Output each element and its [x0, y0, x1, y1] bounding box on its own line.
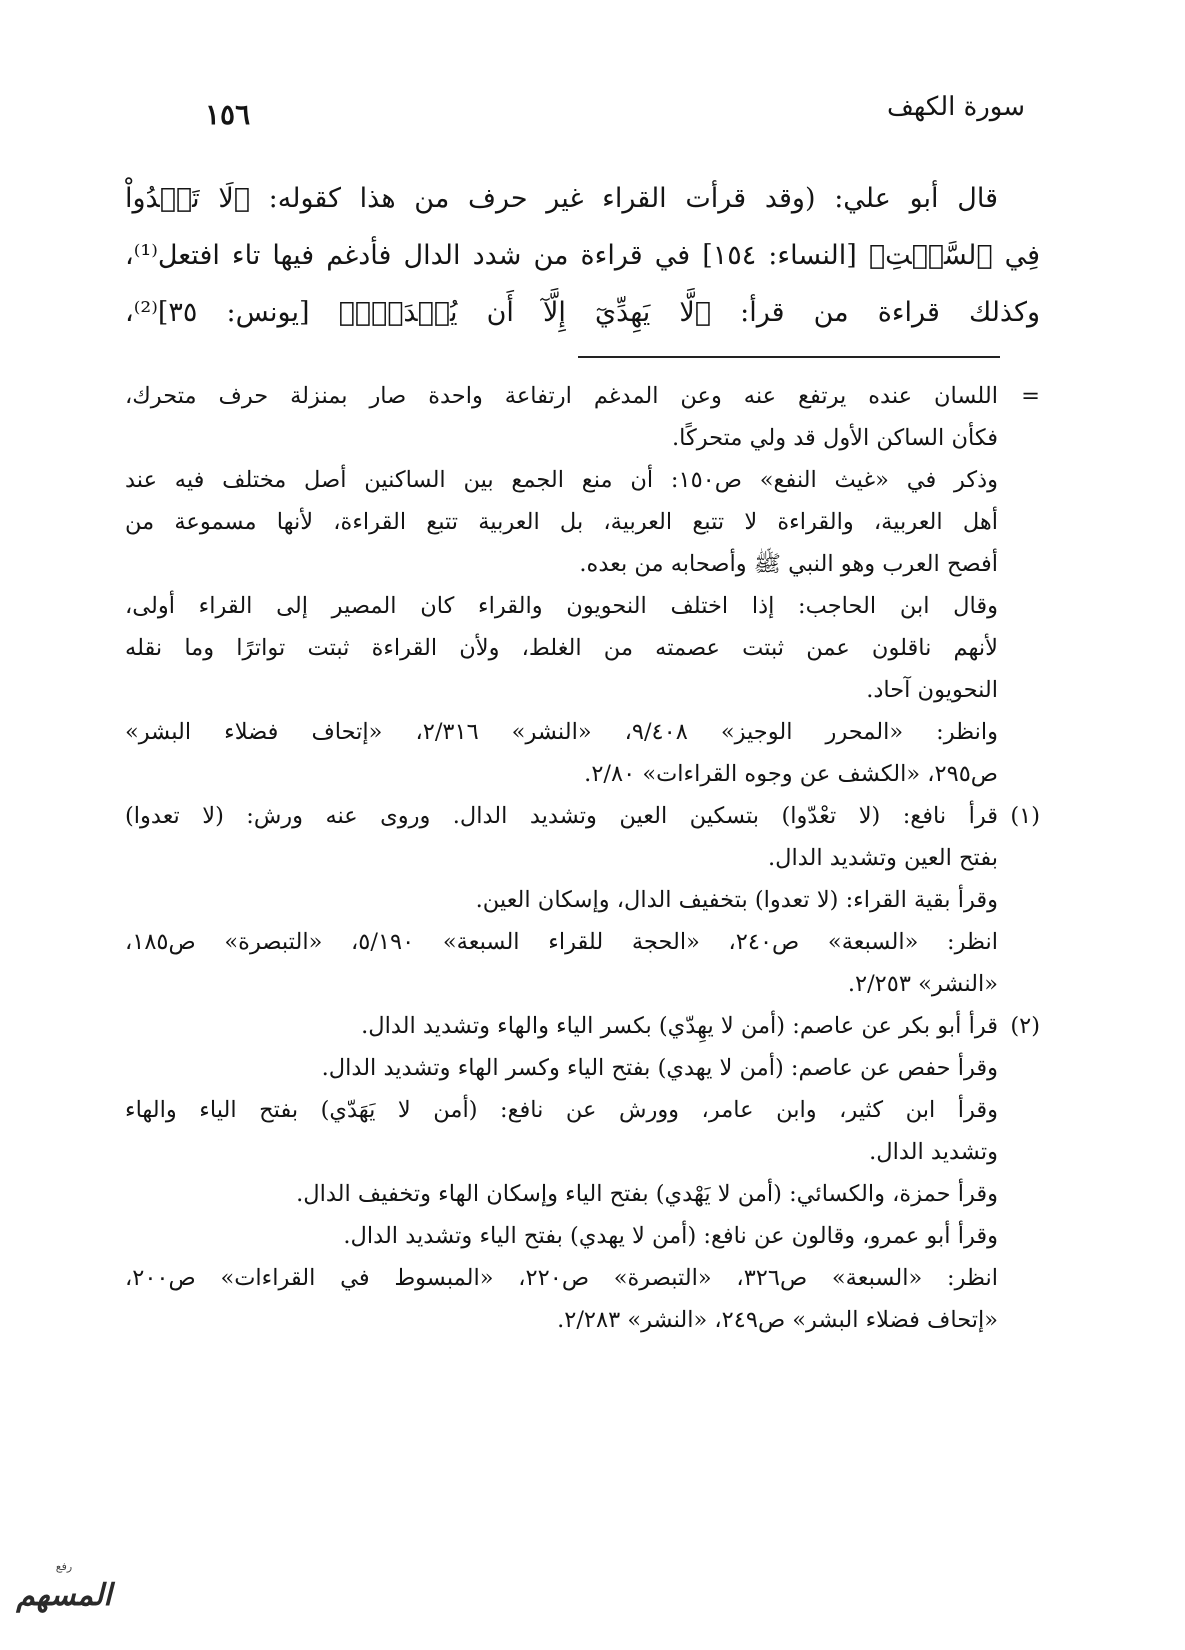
footnote-line [125, 417, 1040, 459]
footnote-text: انظر: «السبعة» ص٣٢٦، «التبصرة» ص٢٢٠، «المبسوط في القراءات» ص٢٠٠، [125, 1265, 999, 1291]
footnotes [125, 375, 1040, 1341]
main-text-line: وكذلك قراءة من قرأ: ﴿لَّا يَهِدِّيٓ إِلَّآ أَن يُهۡدَىٰۚ﴾ [يونس: ٣٥]⁽²⁾، [125, 297, 1040, 328]
footnote-line [125, 1047, 1040, 1089]
footnote-text: وقال ابن الحاجب: إذا اختلف النحويون والقراء كان المصير إلى القراء أولى، [125, 593, 998, 619]
footnote-text: وتشديد الدال. [869, 1139, 998, 1165]
footnote-text: اللسان عنده يرتفع عنه وعن المدغم ارتفاعة واحدة صار بمنزلة حرف متحرك، [125, 383, 998, 409]
footnote-text: ص٢٩٥، «الكشف عن وجوه القراءات» ٢/٨٠. [584, 761, 998, 787]
footnote-line [125, 669, 1040, 711]
footnote-line [125, 627, 1040, 669]
footnote-text: لأنهم ناقلون عمن ثبتت عصمته من الغلط، ولأن القراءة ثبتت تواترًا وما نقله [125, 635, 998, 661]
footnote-text: وقرأ بقية القراء: (لا تعدوا) بتخفيف الدال، وإسكان العين. [475, 887, 998, 913]
logo-small-text: رفع [55, 1560, 73, 1573]
footnote-text: وقرأ حمزة، والكسائي: (أمن لا يَهْدي) بفتح الياء وإسكان الهاء وتخفيف الدال. [296, 1181, 998, 1207]
footnote-marker: = [1021, 383, 1040, 409]
footnote-marker: (٢) [1010, 1013, 1040, 1039]
footnote-line [125, 837, 1040, 879]
footnote-text: قرأ نافع: (لا تعْدّوا) بتسكين العين وتشديد الدال. وروى عنه ورش: (لا تعدوا) [125, 803, 998, 829]
footnote-line [125, 963, 1040, 1005]
footnote-text: انظر: «السبعة» ص٢٤٠، «الحجة للقراء السبعة» ٥/١٩٠، «التبصرة» ص١٨٥، [125, 929, 998, 955]
footnote-line [125, 1131, 1040, 1173]
footnote-line [125, 543, 1040, 585]
footnote-line [125, 711, 1040, 753]
footnote-text: بفتح العين وتشديد الدال. [767, 845, 998, 871]
footnote-line [125, 1215, 1040, 1257]
footnote-line [125, 753, 1040, 795]
footnote-line [125, 585, 1040, 627]
footnote-line [125, 1005, 1040, 1047]
footnote-text: وذكر في «غيث النفع» ص١٥٠: أن منع الجمع بين الساكنين أصل مختلف فيه عند [125, 467, 999, 493]
footnote-text: وانظر: «المحرر الوجيز» ٩/٤٠٨، «النشر» ٢/٣١٦، «إتحاف فضلاء البشر» [125, 719, 999, 745]
main-text [125, 170, 1040, 341]
footnote-line [125, 795, 1040, 837]
footnote-line [125, 1257, 1040, 1299]
footnote-text: وقرأ ابن كثير، وابن عامر، وورش عن نافع: (أمن لا يَهَدّي) بفتح الياء والهاء [125, 1097, 998, 1123]
footnote-separator [578, 356, 1000, 358]
footnote-line [125, 1173, 1040, 1215]
footnote-text: أهل العربية، والقراءة لا تتبع العربية، بل العربية تتبع القراءة، لأنها مسموعة من [125, 509, 998, 535]
footnote-line [125, 879, 1040, 921]
footnote-text: «إتحاف فضلاء البشر» ص٢٤٩، «النشر» ٢/٢٨٣. [557, 1307, 998, 1333]
page-number: ١٥٦ [205, 98, 251, 131]
logo-main-text: المسهم [16, 1578, 112, 1613]
publisher-logo [12, 1560, 116, 1632]
main-text-line: قال أبو علي: (وقد قرأت القراء غير حرف من هذا كقوله: ﴿لَا تَعۡدُواْ [125, 183, 998, 214]
footnote-text: وقرأ أبو عمرو، وقالون عن نافع: (أمن لا يهدي) بفتح الياء وتشديد الدال. [343, 1223, 998, 1249]
footnote-line [125, 1299, 1040, 1341]
footnote-line [125, 459, 1040, 501]
footnote-text: «النشر» ٢/٢٥٣. [847, 971, 998, 997]
footnote-text: أفصح العرب وهو النبي ﷺ وأصحابه من بعده. [579, 551, 998, 577]
footnote-text: وقرأ حفص عن عاصم: (أمن لا يهدي) بفتح الياء وكسر الهاء وتشديد الدال. [321, 1055, 998, 1081]
footnote-text: فكأن الساكن الأول قد ولي متحركًا. [671, 425, 998, 451]
footnote-line [125, 375, 1040, 417]
footnote-line [125, 1089, 1040, 1131]
footnote-marker: (١) [1010, 803, 1040, 829]
surah-title: سورة الكهف [886, 92, 1025, 122]
main-text-line: فِي ٱلسَّبۡتِ﴾ [النساء: ١٥٤] في قراءة من شدد الدال فأدغم فيها تاء افتعل⁽¹⁾، [125, 240, 1040, 271]
footnote-text: النحويون آحاد. [866, 677, 998, 703]
footnote-text: قرأ أبو بكر عن عاصم: (أمن لا يهِدّي) بكسر الياء والهاء وتشديد الدال. [361, 1013, 998, 1039]
page-header [205, 92, 1025, 132]
footnote-line [125, 501, 1040, 543]
footnote-line [125, 921, 1040, 963]
